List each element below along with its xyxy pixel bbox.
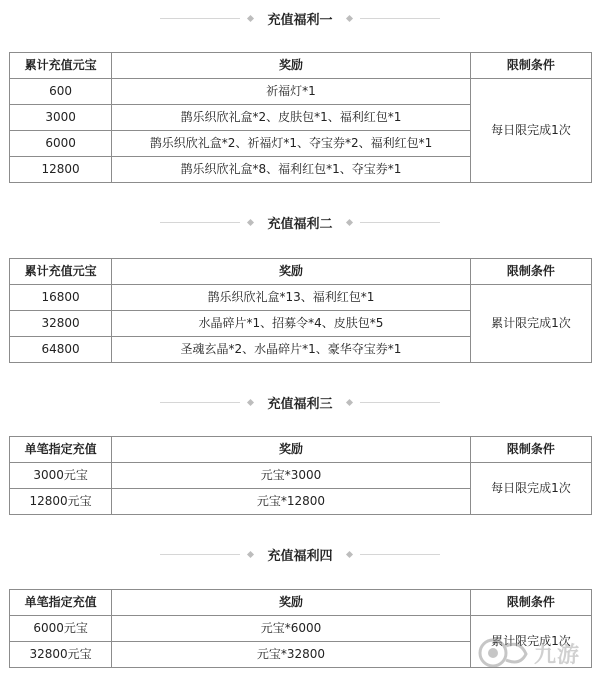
- amount-cell: 32800: [10, 311, 112, 337]
- header-reward: 奖励: [112, 259, 471, 285]
- reward-table-4: [9, 589, 592, 668]
- reward-cell: 水晶碎片*1、招募令*4、皮肤包*5: [112, 311, 471, 337]
- header-limit: 限制条件: [470, 437, 591, 463]
- table-header-row: [10, 437, 592, 463]
- amount-cell: 32800元宝: [10, 642, 112, 668]
- watermark-text: 九游: [534, 643, 581, 668]
- title-line-left: [160, 18, 240, 19]
- reward-cell: 元宝*3000: [112, 463, 471, 489]
- diamond-icon: [345, 550, 352, 557]
- reward-cell: 鹊乐织欣礼盒*13、福利红包*1: [112, 285, 471, 311]
- reward-cell: 元宝*32800: [112, 642, 471, 668]
- diamond-icon: [247, 14, 254, 21]
- amount-cell: 64800: [10, 337, 112, 363]
- header-reward: 奖励: [112, 437, 471, 463]
- amount-cell: 6000元宝: [10, 616, 112, 642]
- reward-cell: 元宝*12800: [112, 489, 471, 515]
- header-amount: 单笔指定充值: [10, 437, 112, 463]
- section-title-text: 充值福利二: [267, 216, 333, 232]
- table-row: [10, 79, 592, 105]
- limit-cell: 每日限完成1次: [470, 463, 591, 515]
- title-line-right: [360, 222, 440, 223]
- amount-cell: 16800: [10, 285, 112, 311]
- title-line-right: [360, 18, 440, 19]
- diamond-icon: [345, 218, 352, 225]
- limit-cell: 累计限完成1次: [470, 285, 591, 363]
- title-line-left: [160, 222, 240, 223]
- section-title-text: 充值福利三: [267, 396, 333, 412]
- reward-cell: 元宝*6000: [112, 616, 471, 642]
- section-title-2: [0, 212, 600, 232]
- header-limit: 限制条件: [470, 590, 591, 616]
- header-amount: 累计充值元宝: [10, 53, 112, 79]
- amount-cell: 6000: [10, 131, 112, 157]
- header-amount: 累计充值元宝: [10, 259, 112, 285]
- section-title-1: [0, 8, 600, 28]
- header-reward: 奖励: [112, 590, 471, 616]
- amount-cell: 3000元宝: [10, 463, 112, 489]
- table-header-row: [10, 259, 592, 285]
- diamond-icon: [247, 218, 254, 225]
- diamond-icon: [345, 398, 352, 405]
- table-header-row: [10, 590, 592, 616]
- limit-cell: 累计限完成1次: [470, 616, 591, 668]
- amount-cell: 12800: [10, 157, 112, 183]
- title-line-left: [160, 402, 240, 403]
- diamond-icon: [247, 398, 254, 405]
- table-row: [10, 463, 592, 489]
- table-row: [10, 285, 592, 311]
- title-line-right: [360, 554, 440, 555]
- header-limit: 限制条件: [470, 53, 591, 79]
- limit-cell: 每日限完成1次: [470, 79, 591, 183]
- amount-cell: 3000: [10, 105, 112, 131]
- reward-cell: 圣魂玄晶*2、水晶碎片*1、豪华夺宝券*1: [112, 337, 471, 363]
- header-amount: 单笔指定充值: [10, 590, 112, 616]
- reward-cell: 祈福灯*1: [112, 79, 471, 105]
- diamond-icon: [247, 550, 254, 557]
- title-line-left: [160, 554, 240, 555]
- reward-cell: 鹊乐织欣礼盒*2、皮肤包*1、福利红包*1: [112, 105, 471, 131]
- reward-table-1: [9, 52, 592, 183]
- table-header-row: [10, 53, 592, 79]
- title-line-right: [360, 402, 440, 403]
- reward-cell: 鹊乐织欣礼盒*8、福利红包*1、夺宝券*1: [112, 157, 471, 183]
- header-reward: 奖励: [112, 53, 471, 79]
- reward-cell: 鹊乐织欣礼盒*2、祈福灯*1、夺宝券*2、福利红包*1: [112, 131, 471, 157]
- reward-table-3: [9, 436, 592, 515]
- section-title-4: [0, 544, 600, 564]
- section-title-text: 充值福利四: [267, 548, 333, 564]
- table-row: [10, 616, 592, 642]
- reward-table-2: [9, 258, 592, 363]
- amount-cell: 12800元宝: [10, 489, 112, 515]
- header-limit: 限制条件: [470, 259, 591, 285]
- section-title-3: [0, 392, 600, 412]
- section-title-text: 充值福利一: [267, 12, 333, 28]
- amount-cell: 600: [10, 79, 112, 105]
- diamond-icon: [345, 14, 352, 21]
